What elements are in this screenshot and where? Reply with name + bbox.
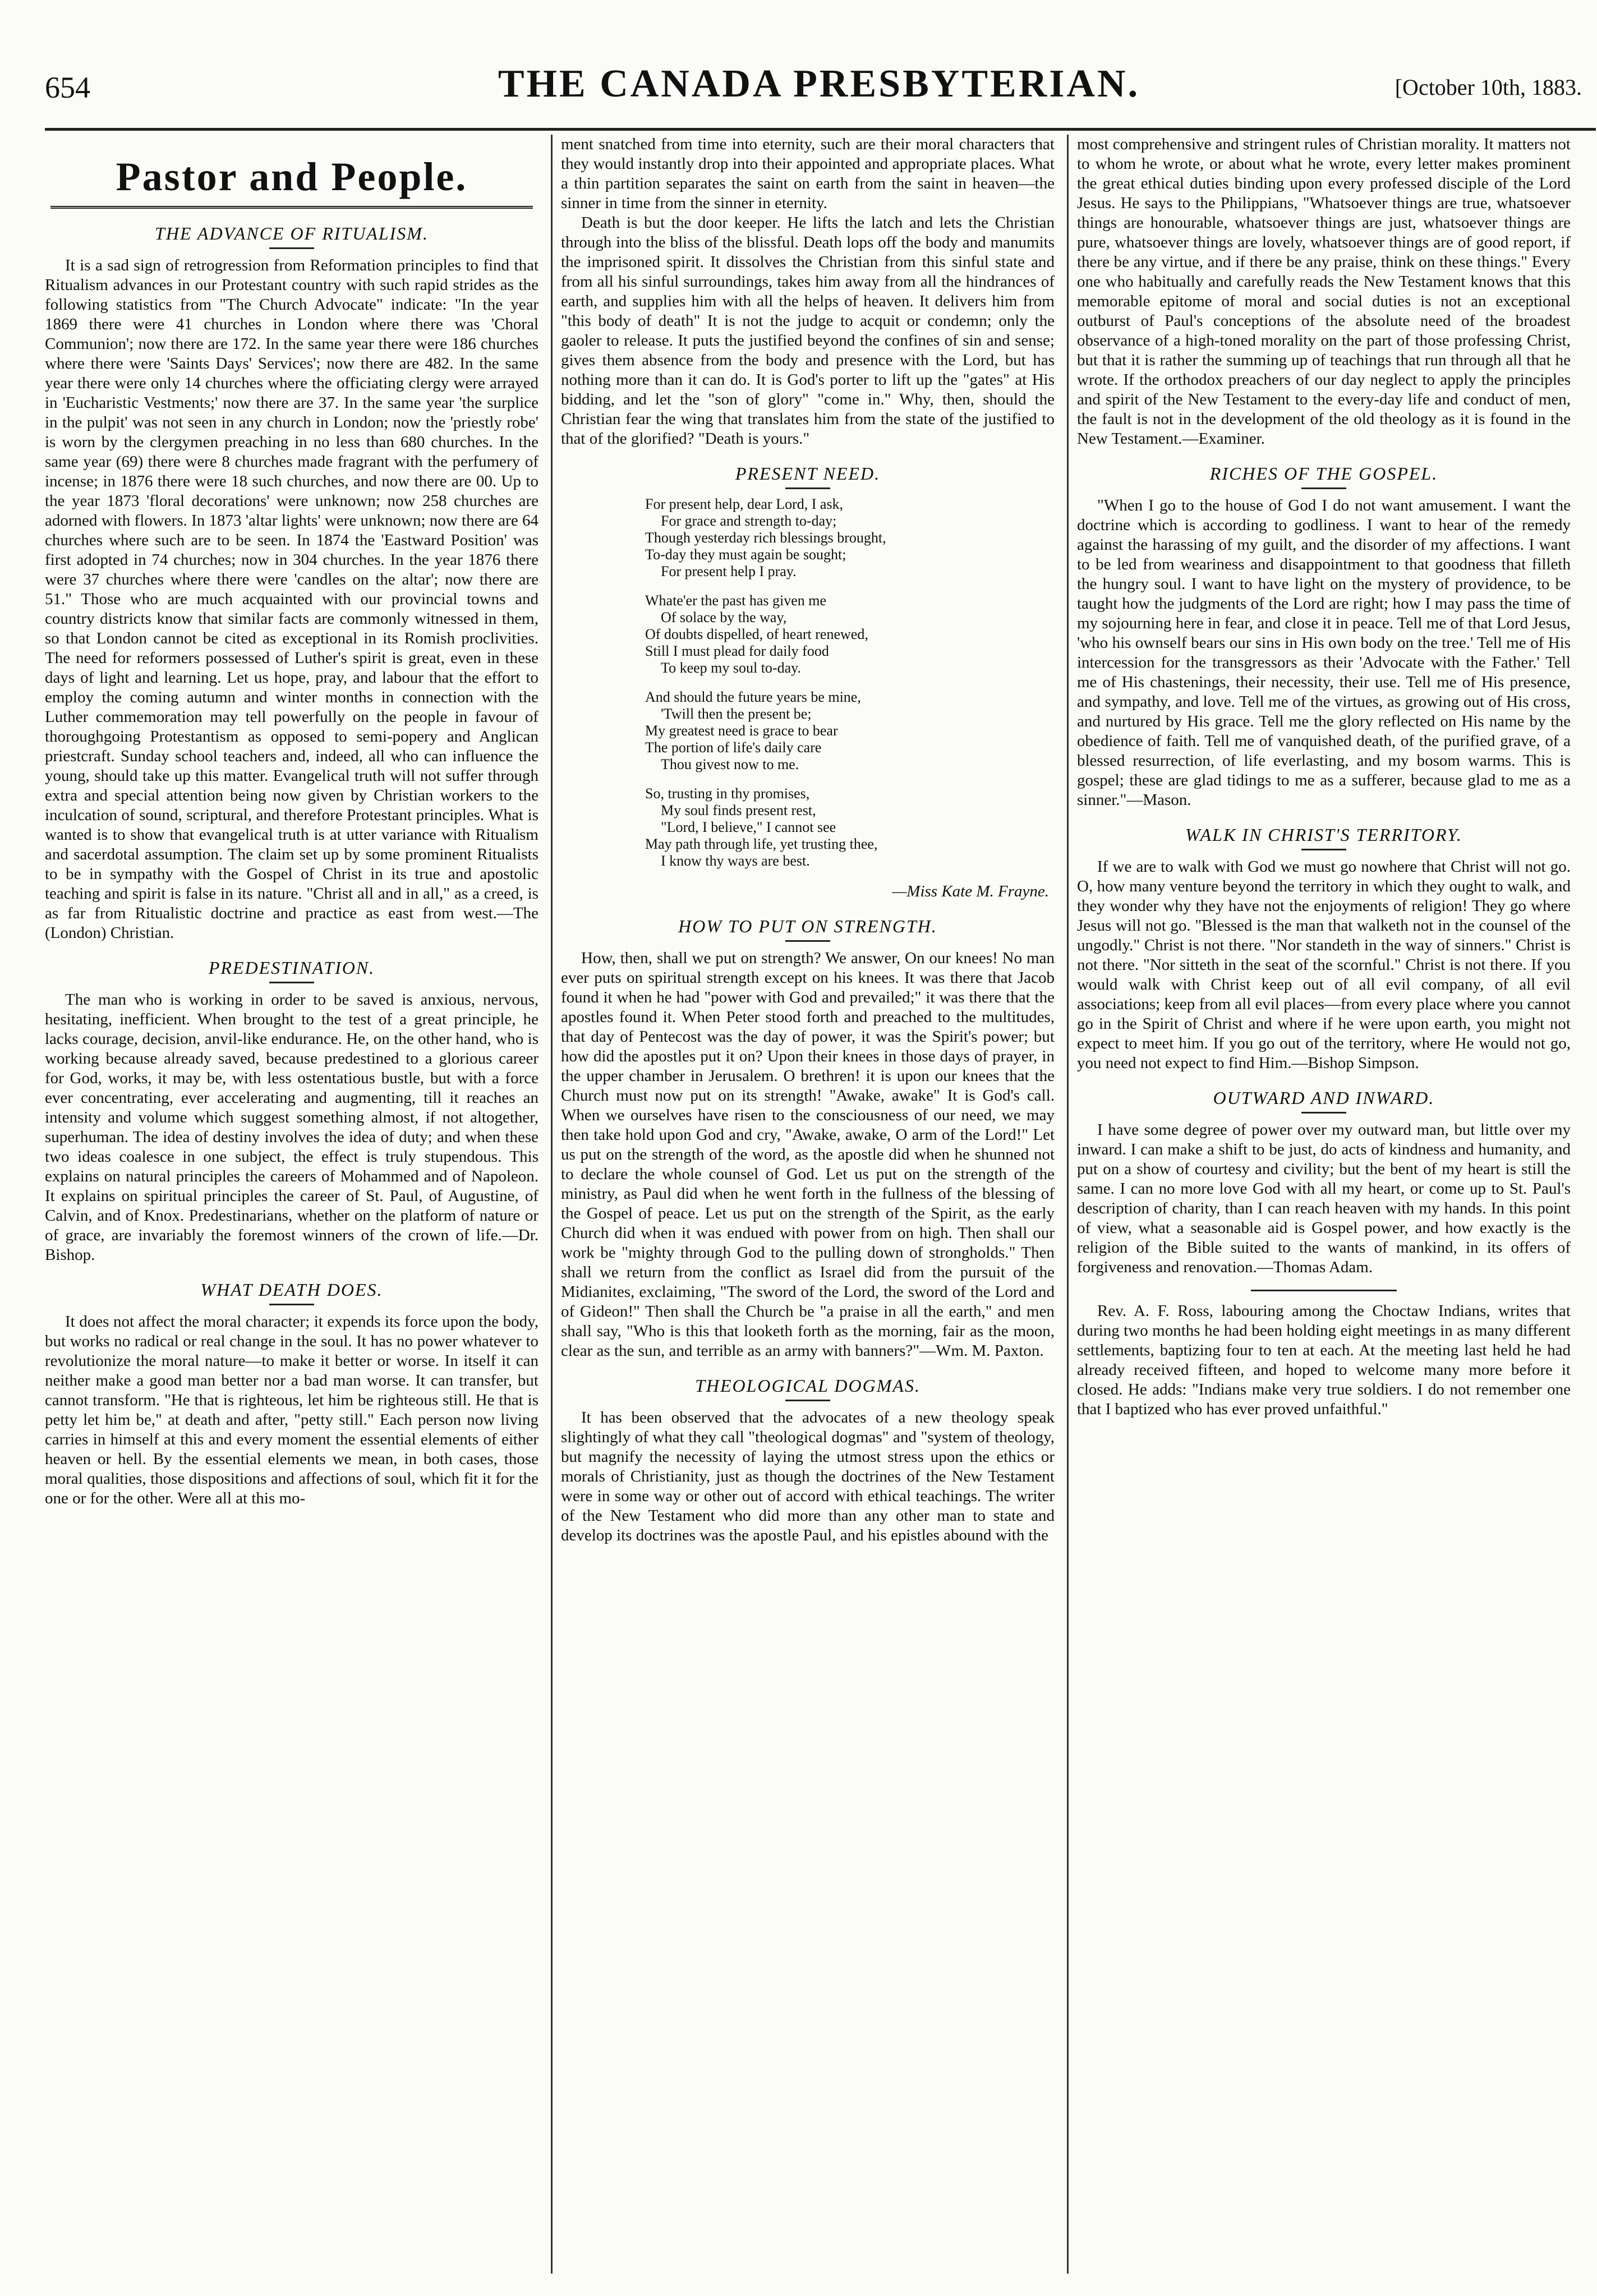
poem-line: My greatest need is grace to bear: [645, 723, 838, 739]
title-rule: [269, 1304, 314, 1305]
article-predestination: [45, 958, 539, 1265]
title-rule: [269, 982, 314, 983]
article-body: [1077, 496, 1571, 810]
article-title: OUTWARD AND INWARD.: [1213, 1088, 1435, 1108]
poem-line: Whate'er the past has given me: [645, 592, 827, 609]
article-body: [1077, 1120, 1571, 1277]
article-outward-and-inward: [1077, 1088, 1571, 1277]
paragraph: "When I go to the house of God I do not want amusement. I want the doctrine which is according to godliness. I want to hear of the remedy against the harassing of my guilt, and the disorder of my affections. I want to be led from weariness and disappointment to that goodness that filleth the hungry soul. I want to have light on the mystery of providence, to be taught how the judgments of the Lord are right; how I may pass the time of my sojourning here in fear, and close it in peace. Tell me of that Lord Jesus, 'who his ownself bears our sins in His own body on the tree.' Tell me of His intercession for the transgressors as their 'Advocate with the Father.' Tell me of His chastenings, their necessity, their use. Tell me of His presence, and sympathy, and love. Tell me of the virtues, as growing out of His cross, and nurtured by His grace. Tell me the glory reflected on His name by the obedience of faith. Tell me of vanquished death, of the purified grave, of a blessed resurrection, of life everlasting, and my bosom warms. This is gospel; these are glad tidings to me as a sufferer, because glad to me as a sinner."—Mason.: [1077, 496, 1571, 809]
article-what-death-does-continued: [561, 135, 1055, 449]
page-number: 654: [45, 71, 90, 104]
article-riches-of-the-gospel: [1077, 463, 1571, 810]
poem-line: For grace and strength to-day;: [661, 513, 837, 529]
poem-line: For present help, dear Lord, I ask,: [645, 496, 844, 512]
article-body: [1077, 1301, 1571, 1419]
poem-line: For present help I pray.: [661, 563, 797, 579]
poem-line: Of doubts dispelled, of heart renewed,: [645, 626, 868, 642]
poem-line: Of solace by the way,: [661, 609, 787, 625]
article-how-to-put-on-strength: [561, 916, 1055, 1361]
column-2: [561, 135, 1055, 2274]
article-title: THE ADVANCE OF RITUALISM.: [155, 223, 429, 243]
poem: [561, 496, 1055, 869]
stanza: [645, 689, 1055, 773]
title-rule: [1301, 849, 1346, 850]
poem-line: May path through life, yet trusting thee,: [645, 836, 878, 852]
article-body: [45, 256, 539, 943]
title-rule: [1301, 487, 1346, 489]
article-body: [1077, 857, 1571, 1073]
poem-attribution: —Miss Kate M. Frayne.: [892, 882, 1049, 900]
poem-line: So, trusting in thy promises,: [645, 785, 810, 802]
poem-line: To keep my soul to-day.: [661, 660, 801, 676]
article-body: [561, 135, 1055, 449]
paragraph: If we are to walk with God we must go nowhere that Christ will not go. O, how many venture beyond the territory in which they ought to walk, and they wonder why they have not the enjoyments of religion! They go where Jesus will not go. "Blessed is the man that walketh not in the counsel of the ungodly." Christ is not there. "Nor standeth in the way of sinners." Christ is not there. "Nor sitteth in the seat of the scornful." Christ is not there. If you would walk with Christ keep out of all evil company, of all evil associations; keep from all evil places—from every place where you cannot go in the Spirit of Christ and where if he were upon earth, you might not expect to meet him. If you go out of the territory, where He would not go, you need not expect to find Him.—Bishop Simpson.: [1077, 858, 1571, 1072]
article-present-need: [561, 463, 1055, 901]
article-title: THEOLOGICAL DOGMAS.: [695, 1375, 921, 1396]
article-body: [561, 949, 1055, 1361]
stanza: [645, 592, 1055, 677]
article-choctaw-mission-note: [1077, 1301, 1571, 1419]
paragraph: Rev. A. F. Ross, labouring among the Choctaw Indians, writes that during two months he had been holding eight meetings in as many different settlements, baptizing four to ten at each. At the meeting last held he had already received fifteen, and hoped to welcome many more before it closed. He adds: "Indians make very true soldiers. I do not remember one that I baptized who has ever proved unfaithful.": [1077, 1302, 1571, 1418]
poem-line: "Lord, I believe," I cannot see: [661, 819, 836, 835]
paragraph: Death is but the door keeper. He lifts the latch and lets the Christian through into the bliss of the blissful. Death lops off the body and manumits the imprisoned spirit. It dissolves the Christian from this sinful state and from all his sinful surroundings, takes him away from all the hindrances of earth, and supplies him with all the helps of heaven. It delivers him from "this body of death" It is not the judge to acquit or condemn; only the gaoler to release. It puts the justified beyond the confines of sin and sense; gives them absence from the body and presence with the Lord, but has nothing more than it can do. It is God's porter to lift up the "gates" at His bidding, and let the "son of glory" "come in." Why, then, should the Christian fear the wing that translates him from the state of the justified to that of the glorified? "Death is yours.": [561, 214, 1055, 448]
department-heading: Pastor and People.: [116, 154, 468, 199]
paragraph: How, then, shall we put on strength? We answer, On our knees! No man ever puts on spiritual strength except on his knees. It was there that Jacob found it when he had "power with God and prevailed;" it was there that the apostles found it. When Peter stood forth and preached to the multitudes, that day of Pentecost was the day of power, it was the Spirit's power; but how did the apostles put it on? Upon their knees in those days of prayer, in the upper chamber in Jerusalem. O brethren! it is upon our knees that the Church must now put on its strength! "Awake, awake" It is God's call. When we ourselves have risen to the consciousness of our need, we may then take hold upon God and cry, "Awake, awake, O arm of the Lord!" Let us put on the strength of the word, as the apostle did when he shunned not to declare the whole counsel of God. Let us put on the strength of the ministry, as Paul did when he went forth in the fullness of the blessing of the Gospel of peace. Let us put on the strength of the Spirit, as the early Church did when it was endued with power from on high. Then shall our work be "mighty through God to the pulling down of strongholds." Then shall we return from the conflict as Israel did from the pursuit of the Midianites, exclaiming, "The sword of the Lord, the sword of the Lord and of Gideon!" Then shall the Church be "a praise in all the earth," and men shall say, "Who is this that looketh forth as the morning, fair as the moon, clear as the sun, and terrible as an army with banners?"—Wm. M. Paxton.: [561, 949, 1055, 1360]
column-1: [45, 135, 539, 2274]
section-rule: [1251, 1290, 1397, 1291]
poem-line: 'Twill then the present be;: [661, 706, 812, 722]
masthead-rule: [45, 128, 1596, 131]
article-title: WALK IN CHRIST'S TERRITORY.: [1185, 825, 1462, 845]
paragraph: It does not affect the moral character; it expends its force upon the body, but works no radical or real change in the soul. It has no power whatever to revolutionize the moral nature—to make it better or worse. In itself it can neither make a good man better nor a bad man worse. It can transfer, but cannot transform. "He that is righteous, let him be righteous still. He that is petty let him be," at death and after, "petty still." Each person now living carries in himself at this and every moment the essential elements of either heaven or hell. By the essential elements we mean, in both cases, those moral qualities, those dispositions and affections of soul, which fit it for the one or for the other. Were all at this mo-: [45, 1313, 539, 1507]
article-walk-in-christs-territory: [1077, 825, 1571, 1073]
title-rule: [785, 487, 830, 489]
article-body: [45, 990, 539, 1265]
poem-line: I know thy ways are best.: [661, 853, 810, 869]
title-rule: [269, 247, 314, 249]
paragraph: I have some degree of power over my outward man, but little over my inward. I can make a shift to be just, do acts of kindness and humanity, and put on a show of courtesy and civility; but the bent of my heart is still the same. I can no more love God with all my heart, or come up to St. Paul's description of charity, than I can reach heaven with my hands. In this point of view, what a seasonable aid is Gospel power, and how exactly is the religion of the Bible suited to the wants of mankind, in its offers of forgiveness and renovation.—Thomas Adam.: [1077, 1121, 1571, 1276]
paragraph: ment snatched from time into eternity, such are their moral characters that they would instantly drop into their appointed and appropriate places. What a thin partition separates the saint on earth from the saint in heaven—the sinner in time from the sinner in eternity.: [561, 135, 1055, 212]
masthead: [45, 50, 1593, 135]
article-what-death-does: [45, 1280, 539, 1508]
paragraph: The man who is working in order to be saved is anxious, nervous, hesitating, inefficient. When brought to the test of a great principle, he lacks courage, decision, anvil-like endurance. He, on the other hand, who is working because already saved, because predestined to a glorious career for God, works, it may be, with less ostentatious bustle, but with a force ever concentrating, ever accelerating and augmenting, till it reaches an intensity and volume which suggest something almost, if not altogether, superhuman. The idea of destiny involves the idea of duty; and when these two ideas coalesce in one subject, the effect is truly stupendous. This explains on natural principles the careers of Mohammed and of Napoleon. It explains on spiritual principles the career of St. Paul, of Augustine, of Calvin, and of Knox. Predestinarians, whether on the platform of nature or of grace, are invariably the foremost winners of the crown of life.—Dr. Bishop.: [45, 991, 539, 1264]
poem-line: Though yesterday rich blessings brought,: [645, 530, 886, 546]
column-rule-2: [1067, 135, 1069, 2274]
title-rule: [785, 1400, 830, 1401]
poem-line: Thou givest now to me.: [661, 756, 799, 772]
article-body: [1077, 135, 1571, 449]
paragraph: most comprehensive and stringent rules of Christian morality. It matters not to whom he wrote, or about what he wrote, every letter makes prominent the great ethical duties binding upon every professed disciple of the Lord Jesus. He says to the Philippians, "Whatsoever things are true, whatsoever things are honourable, whatsoever things are just, whatsoever things are pure, whatsoever things are lovely, whatsoever things are of good report, if there be any virtue, and if there be any praise, think on these things." Every one who habitually and carefully reads the New Testament knows that this memorable epitome of moral and social duties is not an exceptional outburst of Paul's conceptions of the absolute need of the broadest observance of a high-toned morality on the part of those professing Christ, but that it is rather the summing up of teachings that run through all that he wrote. If the orthodox preachers of our day neglect to apply the principles and spirit of the New Testament to the every-day life and conduct of men, the fault is not in the development of the old theology as it is found in the New Testament.—Examiner.: [1077, 135, 1571, 448]
article-body: [45, 1312, 539, 1508]
department-rule: [50, 206, 533, 209]
poem-line: And should the future years be mine,: [645, 689, 861, 705]
article-theological-dogmas-continued: [1077, 135, 1571, 449]
article-body: [561, 1408, 1055, 1545]
poem-line: My soul finds present rest,: [661, 802, 816, 818]
issue-date: [October 10th, 1883.: [1395, 75, 1582, 100]
stanza: [645, 785, 1055, 869]
stanza: [645, 496, 1055, 580]
article-title: PRESENT NEED.: [735, 463, 881, 484]
poem-line: To-day they must again be sought;: [645, 546, 846, 563]
column-rule-1: [551, 135, 553, 2274]
article-title: HOW TO PUT ON STRENGTH.: [678, 916, 937, 936]
article-advance-of-ritualism: [45, 223, 539, 943]
paragraph: It has been observed that the advocates of a new theology speak slightingly of what they call "theological dogmas" and "system of theology, but magnify the necessity of laying the utmost stress upon the ethics or morals of Christianity, just as though the doctrines of the New Testament were in some way or other out of accord with ethical teachings. The writer of the New Testament who did more than any other man to state and develop its doctrines was the apostle Paul, and his epistles abound with the: [561, 1409, 1055, 1544]
title-rule: [785, 940, 830, 942]
title-rule: [1301, 1112, 1346, 1114]
article-title: RICHES OF THE GOSPEL.: [1209, 463, 1438, 484]
article-title: WHAT DEATH DOES.: [200, 1280, 383, 1300]
article-theological-dogmas: [561, 1375, 1055, 1545]
journal-title: THE CANADA PRESBYTERIAN.: [498, 62, 1140, 105]
article-title: PREDESTINATION.: [208, 958, 375, 978]
paragraph: It is a sad sign of retrogression from Reformation principles to find that Ritualism advances in our Protestant country with such rapid strides as the following statistics from "The Church Advocate" indicate: "In the year 1869 there were 41 churches in London where there was 'Choral Communion'; now there are 172. In the same year there were 186 churches where there were 'Saints Days' Services'; now there are 482. In the same year there were only 14 churches where the officiating clergy were arrayed in 'Eucharistic Vestments;' now there are 37. In the same year 'the surplice in the pulpit' was not seen in any church in London; now the 'priestly robe' is worn by the clergymen preaching in no less than 680 churches. In the same year (69) there were 8 churches made fragrant with the perfumery of incense; in 1876 there were 18 such churches, and now there are 00. Up to the year 1873 'floral decorations' were unknown; now 258 churches are adorned with flowers. In 1873 'altar lights' were unknown; now there are 64 churches where such are to be seen. In 1874 the 'Eastward Position' was first adopted in 74 churches; now in 304 churches. In the year 1876 there were 37 churches where there were 'candles on the altar'; now there are 51." Those who are much acquainted with our provincial towns and country districts know that similar facts are commonly witnessed in them, so that London cannot be cited as exceptional in its Romish proclivities. The need for reformers possessed of Luther's spirit is great, even in these days of light and learning. Let us hope, pray, and labour that the effort to employ the coming autumn and winter months in connection with the Luther commemoration may tell powerfully on the people in favour of thoroughgoing Protestantism as opposed to semi-popery and Anglican priestcraft. Sunday school teachers and, indeed, all who can influence the young, should take up this matter. Evangelical truth will not suffer through extra and special attention being now given by Christian workers to the inculcation of sound, scriptural, and therefore Protestant principles. What is wanted is to show that evangelical truth is at utter variance with Ritualism and sacerdotal assumption. The claim set up by some prominent Ritualists to be in sympathy with the Gospel of Christ in its true and apostolic teaching and spirit is false in its nature. "Christ all and in all," as a creed, is as far from Ritualistic doctrine and practice as east from west.—The (London) Christian.: [45, 256, 539, 942]
column-3: [1077, 135, 1571, 2274]
poem-line: Still I must plead for daily food: [645, 643, 829, 659]
poem-line: The portion of life's daily care: [645, 739, 822, 756]
